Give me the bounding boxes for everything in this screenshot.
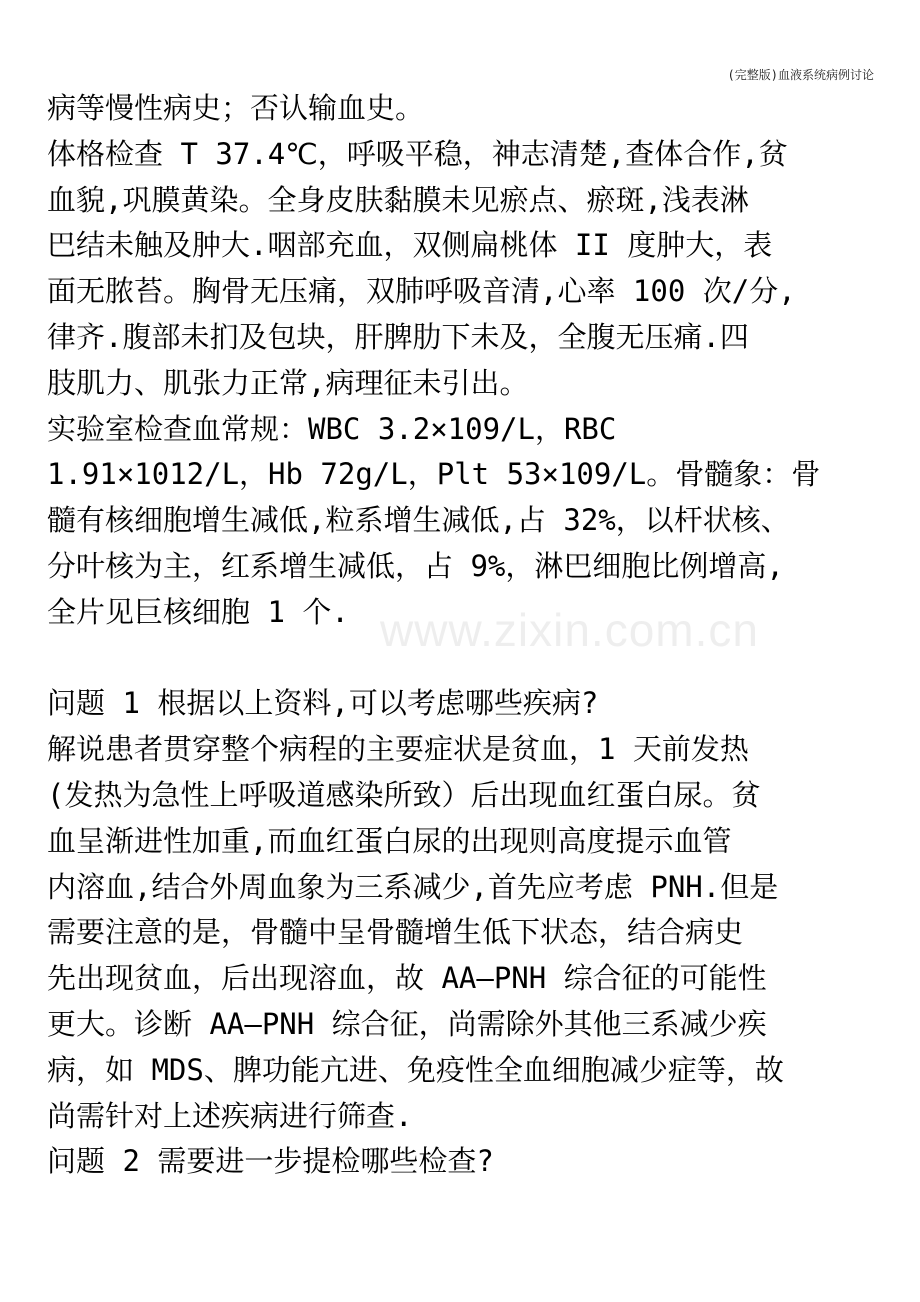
text-line: 巴结未触及肿大.咽部充血，双侧扁桃体 II 度肿大，表 bbox=[47, 228, 773, 263]
text-line: 血呈渐进性加重,而血红蛋白尿的出现则高度提示血管 bbox=[47, 823, 732, 858]
text-line: 髓有核细胞增生减低,粒系增生减低,占 32%，以杆状核、 bbox=[47, 503, 790, 538]
text-line: 体格检查 T 37.4℃，呼吸平稳，神志清楚,查体合作,贫 bbox=[47, 136, 788, 171]
text-line: 分叶核为主，红系增生减低，占 9%，淋巴细胞比例增高, bbox=[47, 548, 784, 583]
text-line: 问题 2 需要进一步提检哪些检查? bbox=[47, 1144, 494, 1179]
text-line: 尚需针对上述疾病进行筛查. bbox=[47, 1098, 413, 1133]
text-line: (发热为急性上呼吸道感染所致）后出现血红蛋白尿。贫 bbox=[47, 777, 761, 812]
text-line: 解说患者贯穿整个病程的主要症状是贫血，1 天前发热 bbox=[47, 732, 749, 767]
running-header: (完整版)血液系统病例讨论 bbox=[727, 68, 874, 82]
text-line: 面无脓苔。胸骨无压痛，双肺呼吸音清,心率 100 次/分, bbox=[47, 274, 796, 309]
text-line: 问题 1 根据以上资料,可以考虑哪些疾病? bbox=[47, 686, 599, 721]
document-body bbox=[47, 86, 877, 1185]
blank-line bbox=[47, 636, 877, 682]
text-line: 病等慢性病史；否认输血史。 bbox=[47, 91, 425, 125]
watermark: www.zixin.com.cn bbox=[380, 604, 759, 656]
text-line: 需要注意的是，骨髓中呈骨髓增生低下状态，结合病史 bbox=[47, 915, 744, 950]
text-line: 血貌,巩膜黄染。全身皮肤黏膜未见瘀点、瘀斑,浅表淋 bbox=[47, 182, 749, 217]
text-line: 更大。诊断 AA—PNH 综合征，尚需除外其他三系减少疾 bbox=[47, 1006, 767, 1041]
text-line: 病，如 MDS、脾功能亢进、免疫性全血细胞减少症等，故 bbox=[47, 1052, 784, 1087]
text-line: 1.91×1012/L，Hb 72g/L，Plt 53×109/L。骨髓象：骨 bbox=[47, 457, 821, 492]
text-line: 实验室检查血常规：WBC 3.2×109/L，RBC bbox=[47, 411, 617, 446]
text-line: 肢肌力、肌张力正常,病理征未引出。 bbox=[47, 365, 529, 400]
text-line: 先出现贫血，后出现溶血，故 AA—PNH 综合征的可能性 bbox=[47, 961, 767, 996]
text-line: 内溶血,结合外周血象为三系减少,首先应考虑 PNH.但是 bbox=[47, 869, 779, 904]
text-line: 律齐.腹部未扪及包块，肝脾肋下未及，全腹无压痛.四 bbox=[47, 319, 749, 354]
text-line: 全片见巨核细胞 1 个. bbox=[47, 594, 349, 629]
